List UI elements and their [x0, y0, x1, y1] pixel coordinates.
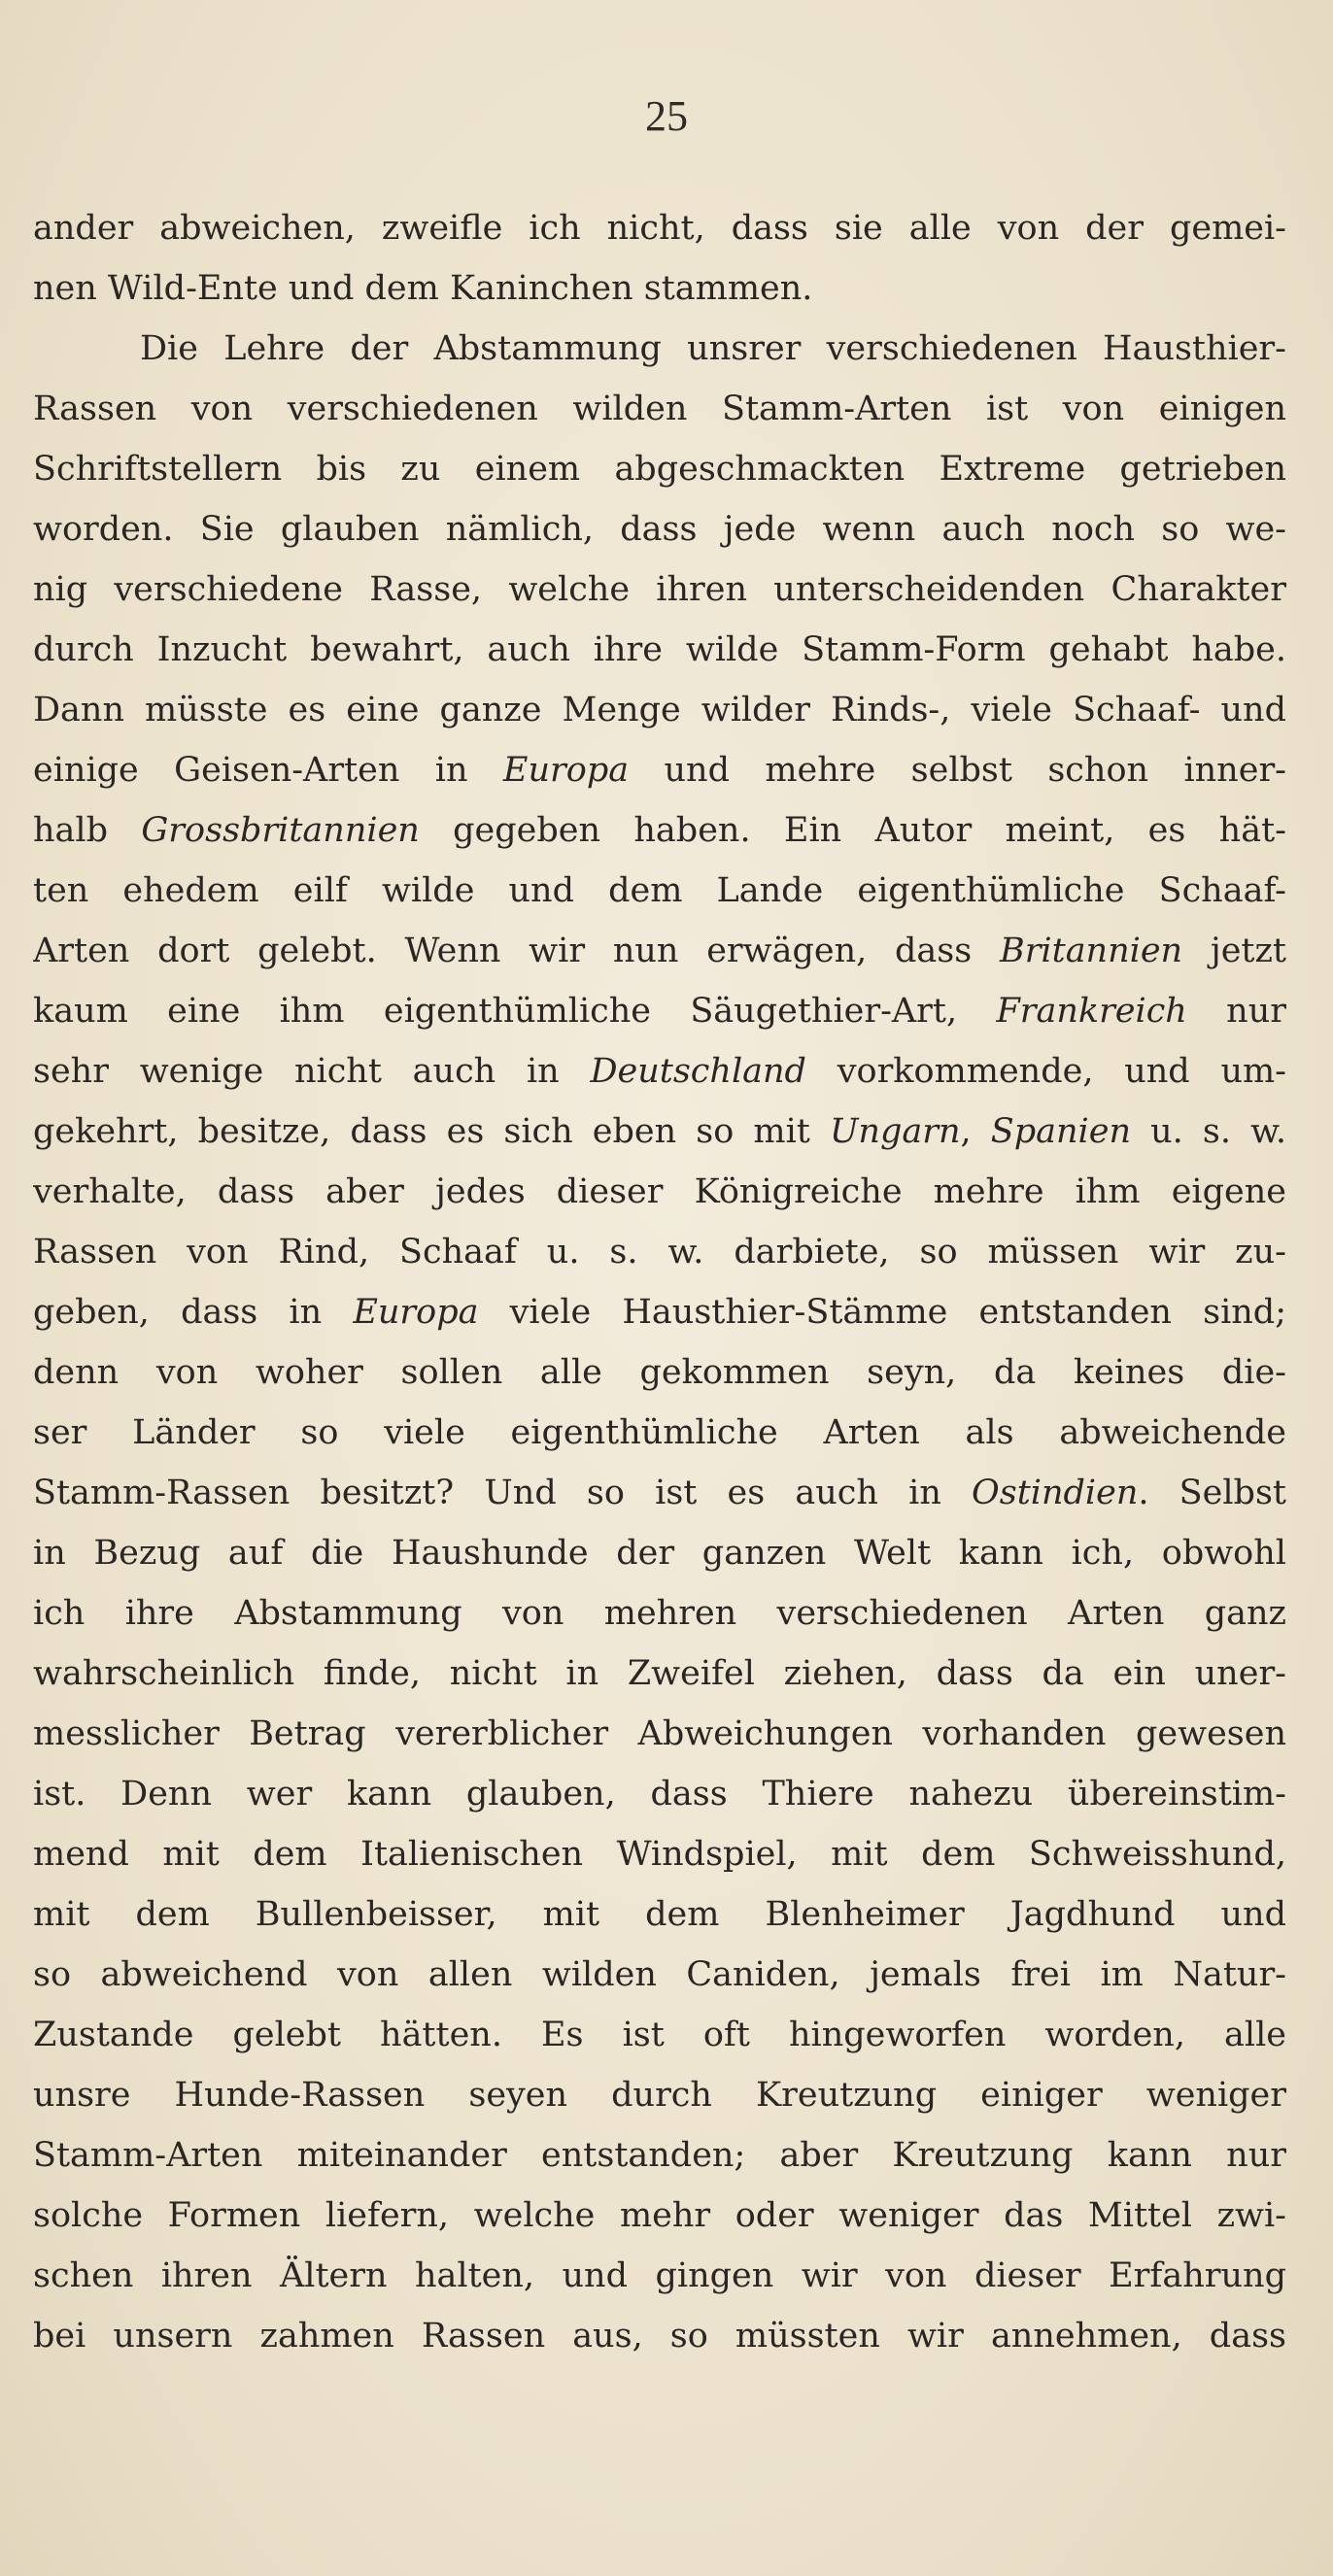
text-line: Dann müsste es eine ganze Menge wilder Rinds-, viele Schaaf- und [33, 691, 1286, 729]
text-line: Stamm-Rassen besitzt? Und so ist es auch in Ostindien. Selbst [33, 1474, 1286, 1512]
paragraph-2 [33, 319, 1286, 2366]
text-line: Stamm-Arten miteinander entstanden; aber Kreutzung kann nur [33, 2136, 1286, 2175]
italic-term: Grossbritannien [141, 811, 420, 850]
text-line: in Bezug auf die Haushunde der ganzen Welt kann ich, obwohl [33, 1534, 1286, 1573]
text-line: nig verschiedene Rasse, welche ihren unterscheidenden Charakter [33, 570, 1286, 609]
text-line: wahrscheinlich finde, nicht in Zweifel ziehen, dass da ein uner- [33, 1654, 1286, 1693]
italic-term: Deutschland [590, 1052, 806, 1091]
text-line: Rassen von Rind, Schaaf u. s. w. darbiete, so müssen wir zu- [33, 1233, 1286, 1271]
italic-term: Ungarn [829, 1112, 961, 1151]
text-line: durch Inzucht bewahrt, auch ihre wilde Stamm-Form gehabt habe. [33, 630, 1286, 669]
text-line: geben, dass in Europa viele Hausthier-Stämme entstanden sind; [33, 1293, 1286, 1332]
italic-term: Ostindien [972, 1474, 1139, 1512]
italic-term: Spanien [990, 1112, 1132, 1151]
text-line: ich ihre Abstammung von mehren verschiedenen Arten ganz [33, 1594, 1286, 1633]
text-line: gekehrt, besitze, dass es sich eben so mit Ungarn, Spanien u. s. w. [33, 1112, 1286, 1151]
body-text [33, 198, 1286, 2366]
text-line: unsre Hunde-Rassen seyen durch Kreutzung einiger weniger [33, 2076, 1286, 2115]
text-line: Zustande gelebt hätten. Es ist oft hingeworfen worden, alle [33, 2016, 1286, 2054]
text-line: nen Wild-Ente und dem Kaninchen stammen. [33, 269, 813, 308]
text-line: so abweichend von allen wilden Caniden, jemals frei im Natur- [33, 1955, 1286, 1994]
paragraph-1 [33, 198, 1286, 319]
text-line: ten ehedem eilf wilde und dem Lande eigenthümliche Schaaf- [33, 871, 1286, 910]
text-line: schen ihren Ältern halten, und gingen wir von dieser Erfahrung [33, 2256, 1286, 2295]
text-line: mend mit dem Italienischen Windspiel, mit dem Schweisshund, [33, 1835, 1286, 1874]
italic-term: Frankreich [996, 992, 1187, 1031]
text-line: messlicher Betrag vererblicher Abweichungen vorhanden gewesen [33, 1714, 1286, 1753]
text-line: halb Grossbritannien gegeben haben. Ein Autor meint, es hät- [33, 811, 1286, 850]
text-line: Arten dort gelebt. Wenn wir nun erwägen, dass Britannien jetzt [33, 932, 1286, 970]
text-line: Die Lehre der Abstammung unsrer verschiedenen Hausthier- [140, 329, 1286, 368]
text-line: ser Länder so viele eigenthümliche Arten als abweichende [33, 1413, 1286, 1452]
text-line: ander abweichen, zweifle ich nicht, dass sie alle von der gemei- [33, 209, 1286, 248]
page-number: 25 [645, 92, 688, 140]
text-line: worden. Sie glauben nämlich, dass jede wenn auch noch so we- [33, 510, 1286, 549]
text-line: einige Geisen-Arten in Europa und mehre selbst schon inner- [33, 751, 1286, 790]
text-line: verhalte, dass aber jedes dieser Königreiche mehre ihm eigene [33, 1172, 1286, 1211]
text-line: kaum eine ihm eigenthümliche Säugethier-Art, Frankreich nur [33, 992, 1286, 1031]
text-line: Rassen von verschiedenen wilden Stamm-Arten ist von einigen [33, 390, 1286, 428]
text-line: sehr wenige nicht auch in Deutschland vorkommende, und um- [33, 1052, 1286, 1091]
italic-term: Europa [502, 751, 630, 790]
text-line: ist. Denn wer kann glauben, dass Thiere nahezu übereinstim- [33, 1775, 1286, 1813]
text-line: mit dem Bullenbeisser, mit dem Blenheimer Jagdhund und [33, 1895, 1286, 1934]
text-line: bei unsern zahmen Rassen aus, so müssten wir annehmen, dass [33, 2317, 1286, 2356]
text-line: solche Formen liefern, welche mehr oder weniger das Mittel zwi- [33, 2196, 1286, 2235]
text-line: Schriftstellern bis zu einem abgeschmackten Extreme getrieben [33, 450, 1286, 489]
italic-term: Europa [353, 1293, 479, 1332]
text-line: denn von woher sollen alle gekommen seyn, da keines die- [33, 1353, 1286, 1392]
italic-term: Britannien [999, 932, 1183, 970]
